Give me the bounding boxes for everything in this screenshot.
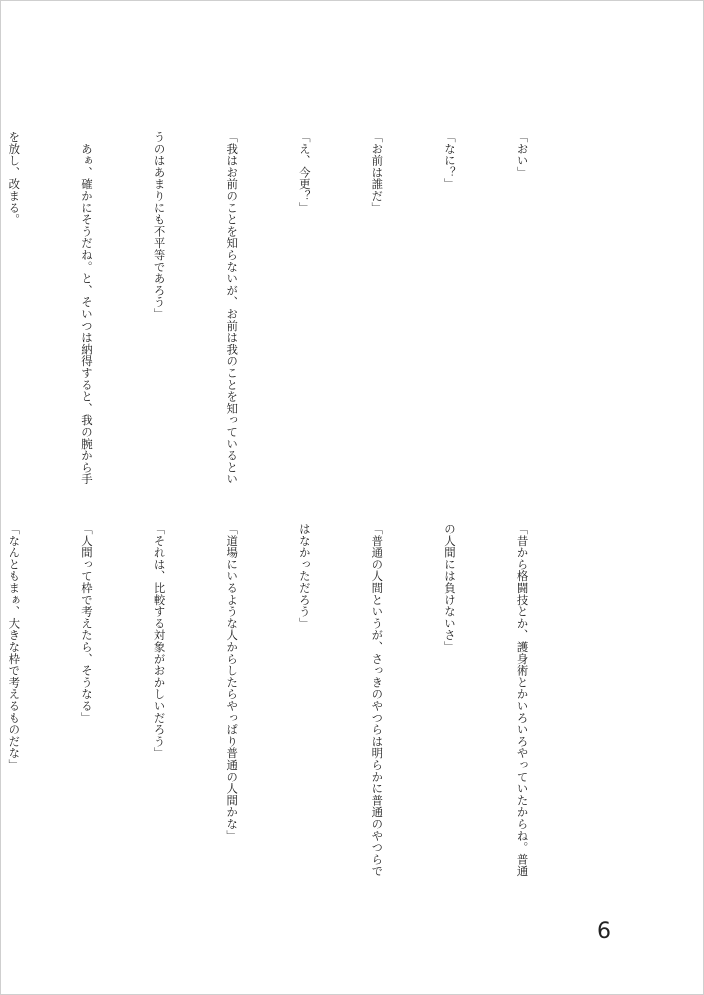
text-line: 「それは、比較する対象がおかしいだろう」 <box>152 523 167 759</box>
text-line: うのはあまりにも不平等であろう」 <box>152 131 167 320</box>
text-line: 「え、今更？」 <box>297 131 312 214</box>
text-line: を放し、改まる。 <box>7 131 22 226</box>
text-line: あぁ、確かにそうだね。と、そいつは納得すると、我の腕から手 <box>79 131 94 485</box>
text-line: 「人間って枠で考えたら、そうなる」 <box>79 523 94 724</box>
text-line: の人間には負けないさ」 <box>442 523 457 653</box>
text-line: 「昔から格闘技とか、護身術とかいろいろやっていたからね。普通 <box>515 523 530 877</box>
text-line: 「なに？」 <box>442 131 457 190</box>
lower-text-block <box>0 523 583 903</box>
text-line: 「なんともまぁ、大きな枠で考えるものだな」 <box>7 523 22 771</box>
page-number: 6 <box>597 919 611 944</box>
text-line: はなかっただろう」 <box>297 523 312 630</box>
text-line: 「普通の人間というが、さっきのやつらは明らかに普通のやつらで <box>370 523 385 877</box>
text-line: 「おい」 <box>515 131 530 179</box>
text-line: 「道場にいるような人からしたらやっぱり普通の人間かな」 <box>225 523 240 842</box>
upper-text-block <box>0 131 583 485</box>
text-line: 「我はお前のことを知らないが、お前は我のことを知っているとい <box>225 131 240 485</box>
text-line: 「お前は誰だ」 <box>370 131 385 214</box>
